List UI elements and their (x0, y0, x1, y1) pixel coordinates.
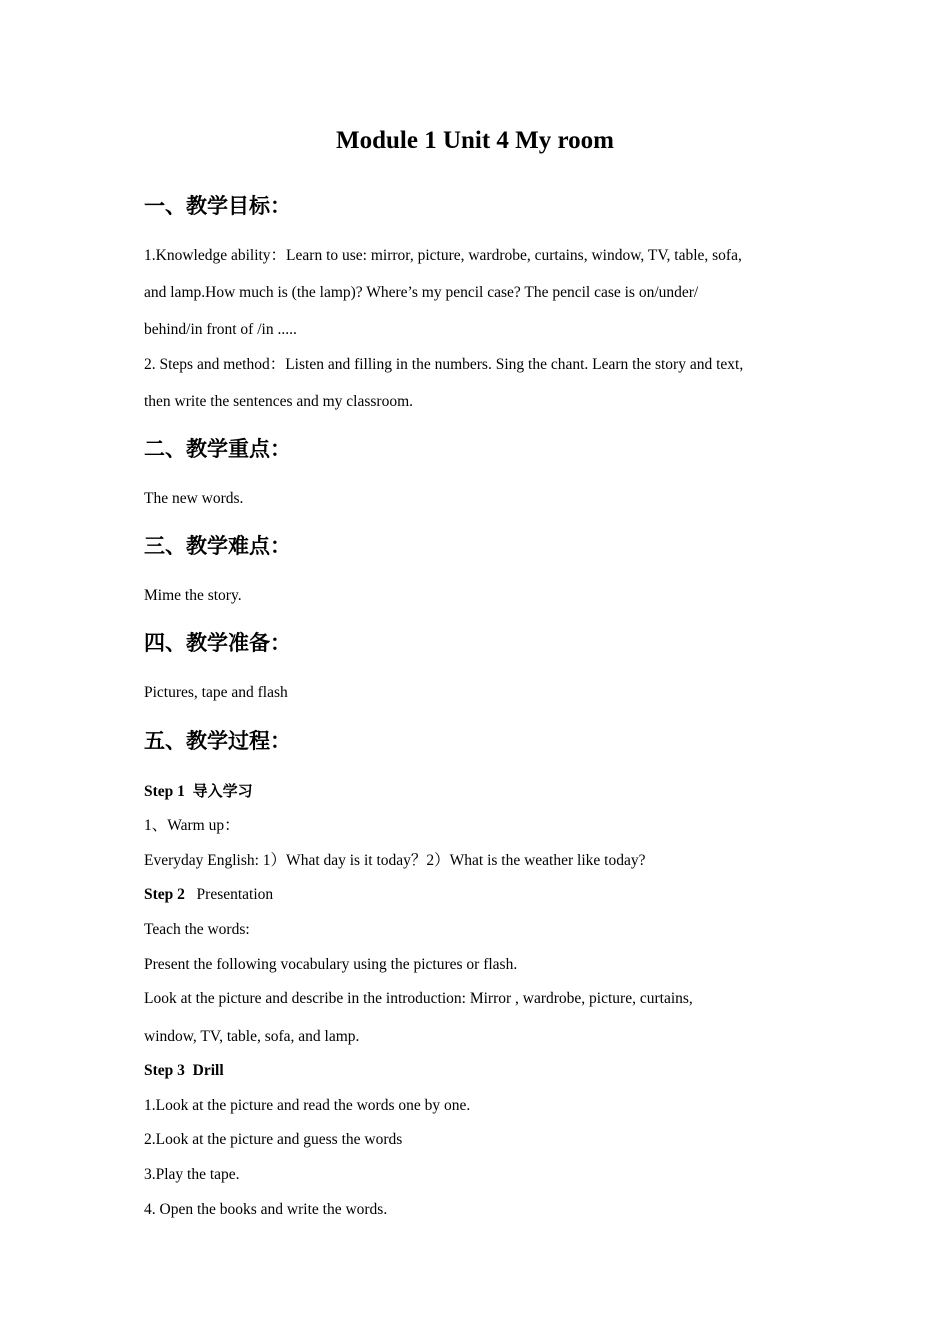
step-heading (144, 1061, 224, 1081)
step-label: Step 1 (144, 783, 185, 800)
paragraph-line: Teach the words: (144, 921, 250, 938)
step-title: Presentation (196, 886, 274, 903)
paragraph-line: The new words. (144, 490, 244, 507)
section-heading-objectives: 一、教学目标： (144, 194, 291, 218)
step-label: Step 3 (144, 1062, 185, 1079)
paragraph-line: and lamp.How much is (the lamp)? Where’s my pencil case? The pencil case is on/under/ (144, 284, 699, 301)
paragraph-line: 1.Knowledge ability：Learn to use: mirror, picture, wardrobe, curtains, window, TV, table, sofa, (144, 247, 742, 264)
step-heading (144, 885, 273, 905)
step-heading (144, 781, 253, 802)
paragraph-line: then write the sentences and my classroom. (144, 393, 414, 410)
paragraph-line: Mime the story. (144, 587, 242, 604)
paragraph-line: 3.Play the tape. (144, 1166, 240, 1183)
paragraph-line: Look at the picture and describe in the introduction: Mirror , wardrobe, picture, curtains, (144, 990, 693, 1007)
paragraph-line: Present the following vocabulary using the pictures or flash. (144, 956, 518, 973)
paragraph-line: 1.Look at the picture and read the words one by one. (144, 1097, 471, 1114)
paragraph-line: behind/in front of /in ..... (144, 321, 297, 338)
step-title: 导入学习 (192, 782, 253, 800)
section-heading-key-points: 二、教学重点： (144, 437, 291, 461)
page-title: Module 1 Unit 4 My room (336, 127, 614, 154)
section-heading-difficulties: 三、教学难点： (144, 534, 291, 558)
step-title: Drill (192, 1062, 224, 1079)
paragraph-line: 2. Steps and method：Listen and filling in the numbers. Sing the chant. Learn the story and text, (144, 356, 744, 373)
paragraph-line: 4. Open the books and write the words. (144, 1201, 388, 1218)
paragraph-line: Everyday English: 1）What day is it today？2）What is the weather like today? (144, 852, 646, 869)
section-heading-procedure: 五、教学过程： (144, 729, 291, 753)
paragraph-line: 1、Warm up： (144, 817, 240, 834)
paragraph-line: 2.Look at the picture and guess the words (144, 1131, 403, 1148)
section-heading-preparation: 四、教学准备： (144, 631, 291, 655)
paragraph-line: window, TV, table, sofa, and lamp. (144, 1028, 360, 1045)
step-label: Step 2 (144, 886, 185, 903)
paragraph-line: Pictures, tape and flash (144, 684, 288, 701)
